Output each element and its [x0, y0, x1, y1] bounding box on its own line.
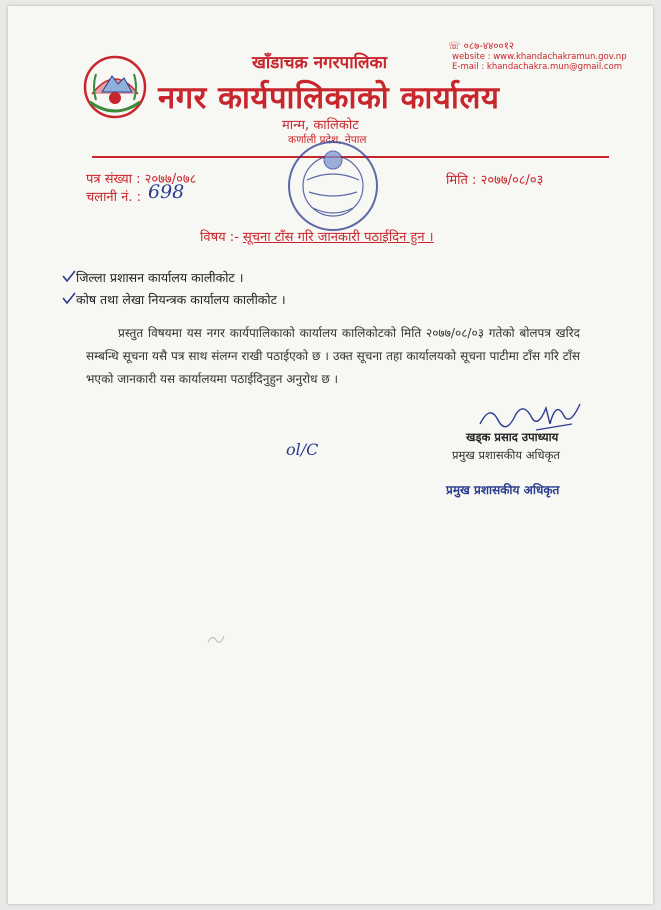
province-line: कर्णाली प्रदेश, नेपाल [288, 134, 367, 146]
municipality-emblem [82, 54, 148, 120]
letter-date [446, 170, 543, 188]
subject-value: सूचना टाँस गरि जानकारी पठाईदिन हुन । [243, 230, 434, 245]
office-seal [285, 138, 381, 234]
phone-number: ☏ ०८७-४४००१२ [448, 41, 515, 52]
recipient-1 [62, 269, 243, 286]
subject-line [200, 227, 434, 245]
signatory-name: खड्क प्रसाद उपाध्याय [466, 430, 559, 444]
office-location: मान्म, कालिकोट [282, 118, 359, 133]
date-value: २०७७/०८/०३ [480, 173, 544, 188]
letter-number-value: २०७७/०७८ [144, 172, 197, 187]
dispatch-number-label: चलानी नं. : [86, 190, 142, 205]
website-text: website : www.khandachakramun.gov.np [452, 52, 627, 62]
designation-stamp: प्रमुख प्रशासकीय अधिकृत [446, 483, 560, 497]
signatory-title: प्रमुख प्रशासकीय अधिकृत [452, 448, 560, 462]
signature-scribble [476, 394, 586, 434]
municipality-name: खाँडाचक्र नगरपालिका [252, 53, 387, 73]
paper-speck [206, 632, 226, 646]
checkmark-icon [62, 270, 76, 282]
letter-body: प्रस्तुत विषयमा यस नगर कार्यपालिकाको कार्यालय कालिकोटको मिति २०७७/०८/०३ गतेको बोलपत्र खरिद सम्बन्धि सूचना यसै पत्र साथ संलग्न राखी पठाईएको छ । उक्त सूचना तहा कार्यालयको सूचना पाटीमा टाँस गरि टाँस भएको जानकारी यस कार्यालयमा पठाईदिनुहुन अनुरोध छ । [86, 326, 580, 386]
recipient-1-text: जिल्ला प्रशासन कार्यालय कालीकोट । [76, 270, 244, 285]
recipient-2 [62, 291, 286, 308]
recipient-2-text: कोष तथा लेखा नियन्त्रक कार्यालय कालीकोट । [76, 292, 286, 307]
handwritten-initials: ol/C [286, 440, 319, 459]
office-title: नगर कार्यपालिकाको कार्यालय [158, 80, 500, 116]
date-label: मिति : [446, 173, 477, 188]
email-text: E-mail : khandachakra.mun@gmail.com [452, 62, 623, 72]
checkmark-icon [62, 292, 76, 304]
subject-label: विषय :- [200, 230, 239, 245]
dispatch-number-value: 698 [148, 181, 185, 203]
letter-number-label: पत्र संख्या : [86, 172, 141, 187]
